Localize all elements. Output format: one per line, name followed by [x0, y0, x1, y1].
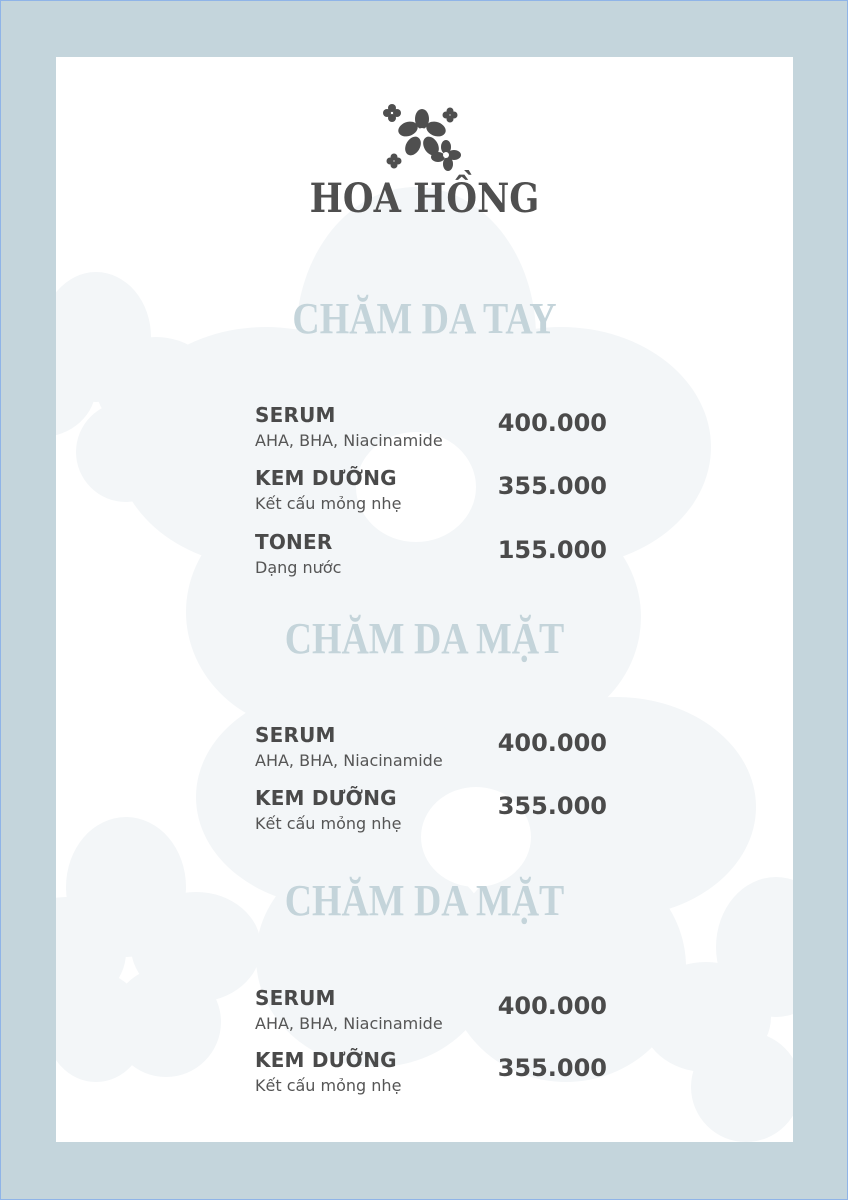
section-title-face-care-2: CHĂM DA MẶT [284, 876, 565, 925]
item-description: AHA, BHA, Niacinamide [255, 1014, 443, 1033]
item-name: SERUM [255, 986, 336, 1010]
section-title-hand-care: CHĂM DA TAY [292, 294, 557, 343]
item-price: 355.000 [497, 472, 607, 500]
item-description: Kết cấu mỏng nhẹ [255, 814, 402, 833]
item-price: 400.000 [497, 409, 607, 437]
item-name: SERUM [255, 403, 336, 427]
menu-item [255, 723, 607, 779]
item-name: KEM DƯỠNG [255, 466, 397, 490]
item-description: Kết cấu mỏng nhẹ [255, 1076, 402, 1095]
item-name: KEM DƯỠNG [255, 786, 397, 810]
menu-sheet [56, 57, 793, 1142]
item-description: AHA, BHA, Niacinamide [255, 751, 443, 770]
item-price: 355.000 [497, 1054, 607, 1082]
item-description: AHA, BHA, Niacinamide [255, 431, 443, 450]
item-name: TONER [255, 530, 333, 554]
item-name: SERUM [255, 723, 336, 747]
menu-item [255, 986, 607, 1042]
section-title-face-care: CHĂM DA MẶT [284, 614, 565, 663]
menu-item [255, 403, 607, 459]
item-price: 355.000 [497, 792, 607, 820]
menu-item [255, 466, 607, 522]
item-price: 155.000 [497, 536, 607, 564]
menu-item [255, 1048, 607, 1104]
menu-item [255, 786, 607, 842]
brand-name: HOA HỒNG [309, 175, 540, 222]
item-name: KEM DƯỠNG [255, 1048, 397, 1072]
menu-item [255, 530, 607, 586]
item-price: 400.000 [497, 992, 607, 1020]
item-price: 400.000 [497, 729, 607, 757]
flower-cluster-icon [382, 103, 464, 175]
item-description: Kết cấu mỏng nhẹ [255, 494, 402, 513]
item-description: Dạng nước [255, 558, 342, 577]
